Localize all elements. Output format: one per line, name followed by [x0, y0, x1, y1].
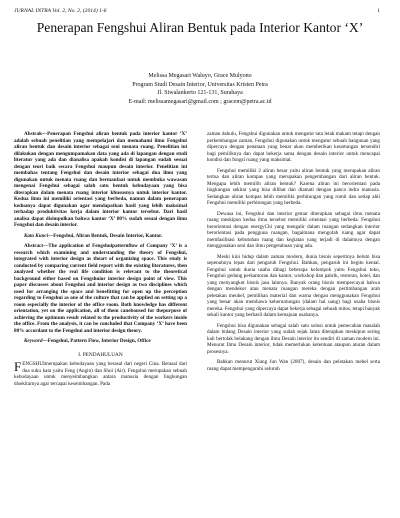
- keywords-text: —Fengshui, Pattern Flow, Interior Design, Office: [42, 338, 151, 344]
- kata-kunci-label: Kata Kunci: [24, 232, 49, 239]
- body-paragraph: Dewasa ini, Fengshui dan interior gemar diterapkan sebagai ilmu menata ruang meskipun kedua ilmu tersebut memiliki orientasi yang berbeda. Fengshui berorientasi dengan energyChi yang mengalir dalam ruangan sedangkan interior berorientasi pada pengguna ruangan, bagaimana mengolah ruang agar dapat memfasilitasi kebutuhan ruang dan kegiatan yang terjadi di dalamnya dengan menggunakan seni dan ilmu pengetahuan yang ada.: [207, 210, 380, 249]
- body-paragraph: Bahkan menurut Xiang Jun Wan (2007), desain dan peletakan mebel serta ruang dapat mempengaruhi seluruh: [207, 359, 380, 372]
- page-number: 1: [377, 8, 380, 14]
- author-block: [20, 72, 380, 106]
- abstract-label: Abstract: [24, 243, 44, 249]
- paper-title: Penerapan Fengshui Aliran Bentuk pada Interior Kantor ‘X’: [36, 20, 364, 35]
- abstract-paragraph: [14, 243, 187, 334]
- author-email: E-mail: melissamegasari@gmail.com ; gracem@petra.ac.id: [128, 98, 272, 105]
- body-paragraph: Meski kini hidup dalam zaman modern, dunia bisnis sepertinya belum bisa sepenuhnya lepas dari pengaruh Fengshui. Bahkan, pengaruh ini begitu kental. Fengshui untuk dunia usaha dibagi beberapa kelompok yaitu Fengshui toko, Fengshui gedung perkantoran dan kantor, workshop dan pabrik, restoran, hotel, dan yang menyangkut bisnis jasa lainnya. Banyak orang bisnis mempercayai bahwa dengan mendekor atau menata ruangan mereka dengan pertimbangan arah peletakan meubel, pemilihan material dan warna dengan menggunakan Fengshui yang benar akan membawa keberuntungan (dalam hal uang) bagi usaha bisnis mereka. Fengshui yang dipercaya dapat bekerja sebagai sebuah mitos, tetapi banyak sekali kantor yang berhasil dalam kemajuan usahanya.: [207, 253, 381, 318]
- keywords-paragraph: [14, 338, 187, 345]
- body-paragraph: zaman dahulu, Fengshui digunakan untuk mengatur tata letak makam tetapi dengan perkembangan zaman, Fengshui digunakan untuk mengatur sebuah bangunan yang dipercaya dengan penataan yang benar akan memberikan keuntungan tersendiri bagi pemiliknya dan dapat bekerja sama dengan desain interior untuk mencapai kondisi dan fungsi ruang yang maksimal.: [207, 131, 380, 163]
- abstrak-text: —Penerapan Fengshui aliran bentuk pada interior kantor ‘X’ adalah sebuah penelitian yang mempelajari dan memahami ilmu Fengshui aliran bentuk dan desain interior sebagai seni menata ruang. Penelitian ini dilakukan dengan mengumpamakan data yang ada di lapangan dengan studi literatur yang ada dan dianalisa apakah kondisi di lapangan sudah sesuai dengan teori baik secara Fengshui maupun desain interior. Penelitian ini membahas tentang Fengshui dan desain interior sebagai dua ilmu yang digunakan untuk menata ruang dan bermanfaat untuk membuka wawasan mengenai Fengshui sebagai salah satu bentuk kebudayaan yang bisa diterapkan dalam menata ruang interior khususnya untuk interior kantor. Kedua ilmu ini memiliki orientasi yang berbeda, namun dalam penerapan keduanya dapat digunakan agar mendapatkan hasil yang lebih maksimal terhadap produktivitas kerja dalam interior kantor tersebut. Dari hasil analisa dapat disimpulkan bahwa kantor ‘X’ 80% sudah sesuai dengan ilmu Fengshui dan desain interior.: [14, 131, 187, 228]
- author-address: Jl. Siwalankerto 121-131, Surabaya: [157, 90, 243, 97]
- left-column: [14, 131, 187, 391]
- keywords-label: Keyword: [24, 338, 43, 344]
- abstrak-paragraph: [14, 131, 187, 229]
- kata-kunci-paragraph: [14, 233, 187, 240]
- abstrak-label: Abstrak: [24, 131, 42, 137]
- author-program: Program Studi Desain Interior, Universitas Kristen Petra: [132, 81, 268, 88]
- kata-kunci-text: —Fengshui, Aliran Bentuk, Desain Interior, Kantor.: [48, 232, 163, 239]
- author-names: Melissa Megasari Waluyo, Grace Mulyono: [148, 73, 252, 79]
- intro-paragraph: [14, 361, 187, 387]
- journal-header: JURNAL INTRA Vol. 2, No. 2, (2014) 1-6: [14, 8, 107, 14]
- abstract-text: —The application of Fengshuipatternflow of Company ‘X’ is a research which examining and understanding the theory of Fengshui, integrated with interior design as theart of organizing space. This study is conducted by comparing current field report with the existing literatures, then analyzed whether the real life condition is relevant to the theoretical background either based on Fengshuior interior design point of view. This paper discusses about Fengshui and interior design as two disciplines which used for arranging the space and benefitting for open up the perception regarding to Fengshui as one of the culture that can be applied on setting up a room especially the interior of the office room. Both knowledge has different orientation, yet on the application, all of them caneboused for thepurpose of achieving the optimum result related to the productivity of the workers inside the office. From the analysis, it can be concluded that Company ‘X’ have been 80% accordant to the Fengshui and interior design theory.: [14, 243, 187, 334]
- intro-dropcap: F: [14, 359, 22, 374]
- section-heading: I. PENDAHULUAN: [78, 351, 123, 358]
- intro-text: ENGSHUImerupakan kebudayaan yang berasal dari negeri Cina. Berasal dari dua suku kata yaitu Feng (Angin) dan Shui (Air). Fengshui merupakan sebuah kebudayaan untuk menyeimbangkan antara manusia dengan lingkungan disekitarnya agar tercapai keseimbangan. Pada: [14, 361, 187, 387]
- body-paragraph: Fengshui bisa digunakan sebagai salah satu solusi untuk pemecahan masalah dalam bidang Desain interior yang sudah sejak lama diterapkan meskipun sering kali bertolak belakang dengan ilmu Desain interior itu sendiri di zaman modern ini. Menurut Ilmu Desain interior, tidak memerlukan ketentuan ataupun aturan dalam prosesnya.: [207, 322, 380, 355]
- right-column: [207, 131, 380, 376]
- body-paragraph: Fengshui memiliki 2 aliran besar yaitu aliran bentuk yang merupakan aliran tertua dan aliran kompas yang merupakan pengembangan dari aliran bentuk. Mengapa lebih memilih aliran bentuk? Karena aliran ini berorientasi pada lingkungan sekitar yang bisa dilihat dan diamati dengan panca indra manusia. Sedangkan aliran kompas lebih memiliki perhitungan yang rumit dan setiap ahli Fengshui memiliki perhitungan yang berbeda.: [207, 167, 380, 206]
